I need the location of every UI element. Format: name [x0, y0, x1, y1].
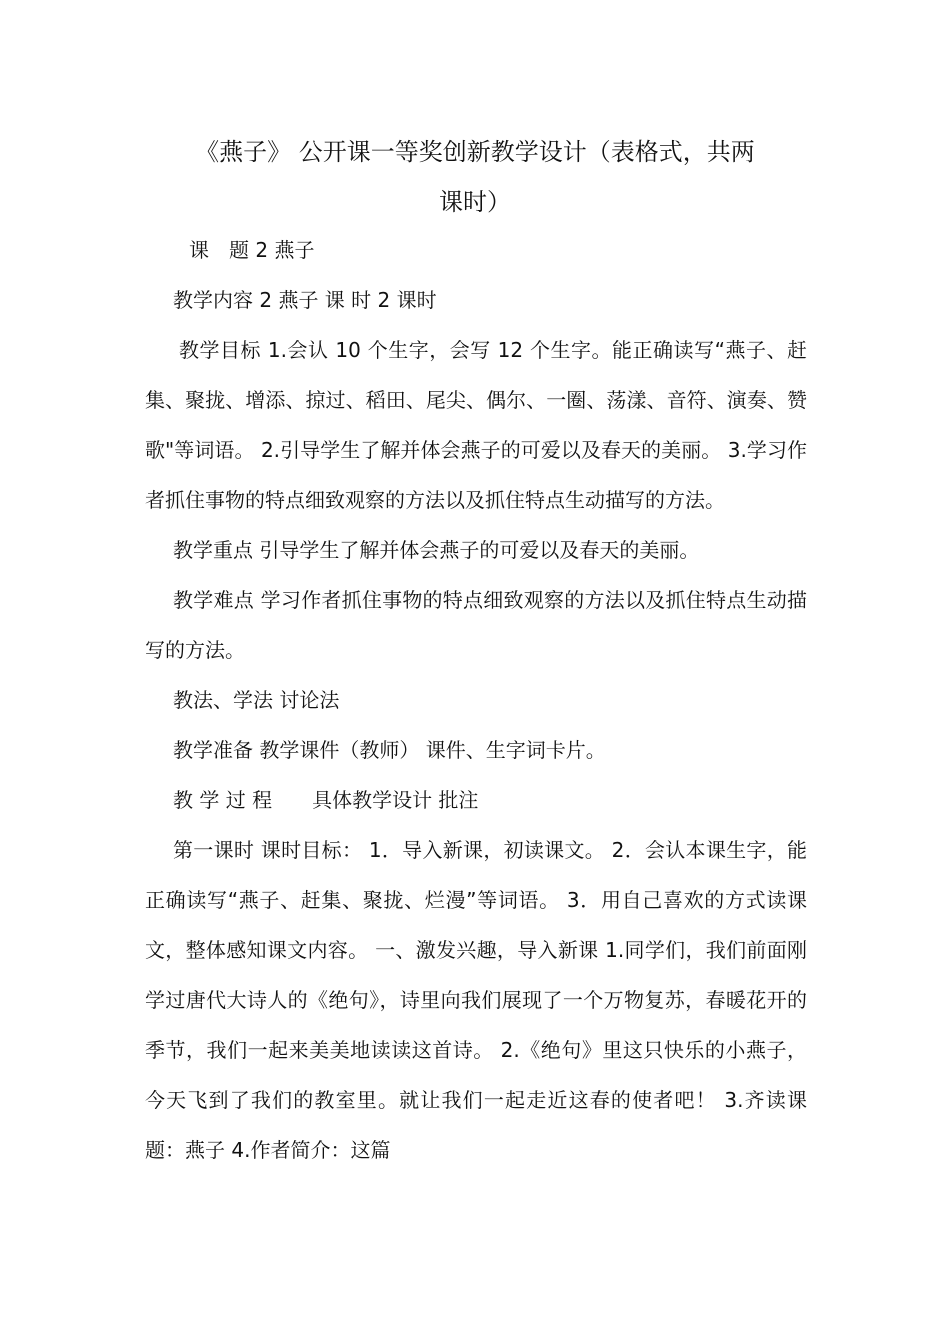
teaching-key-points: 教学重点 引导学生了解并体会燕子的可爱以及春天的美丽。 [173, 538, 700, 562]
teaching-process-header: 教 学 过 程 具体教学设计 批注 [173, 788, 479, 812]
teaching-objectives: 教学目标 1.会认 10 个生字，会写 12 个生字。能正确读写“燕子、赶集、聚拢、增添、掠过、稻田、尾尖、偶尔、一圈、荡漾、音符、演奏、赞歌"等词语。 2.引导学生了解并体会燕子的可爱以及春天的美丽。 3.学习作者抓住事物的特点细致观察的方法以及抓住特点生动描写的方法。 [145, 338, 807, 512]
document-title-line-2: 课时） [439, 188, 511, 216]
lesson-topic: 课 题 2 燕子 [189, 238, 315, 262]
first-lesson-paragraph: 第一课时 课时目标： 1．导入新课，初读课文。 2．会认本课生字，能正确读写“燕子、赶集、聚拢、烂漫”等词语。 3．用自己喜欢的方式读课文，整体感知课文内容。 一、激发兴趣，导入新课 1.同学们，我们前面刚学过唐代大诗人的《绝句》，诗里向我们展现了一个万物复苏，春暖花开的季节，我们一起来美美地读读这首诗。 2.《绝句》里这只快乐的小燕子，今天飞到了我们的教室里。就让我们一起走近这春的使者吧！ 3.齐读课题：燕子 4.作者简介：这篇 [145, 838, 807, 1162]
teaching-methods: 教法、学法 讨论法 [173, 688, 340, 712]
teaching-content: 教学内容 2 燕子 课 时 2 课时 [173, 288, 437, 312]
document-body [145, 225, 807, 1175]
document-title-line-1: 《燕子》 公开课一等奖创新教学设计（表格式，共两 [195, 138, 755, 166]
teaching-preparation: 教学准备 教学课件（教师） 课件、生字词卡片。 [173, 738, 606, 762]
teaching-difficulties: 教学难点 学习作者抓住事物的特点细致观察的方法以及抓住特点生动描写的方法。 [145, 588, 807, 662]
